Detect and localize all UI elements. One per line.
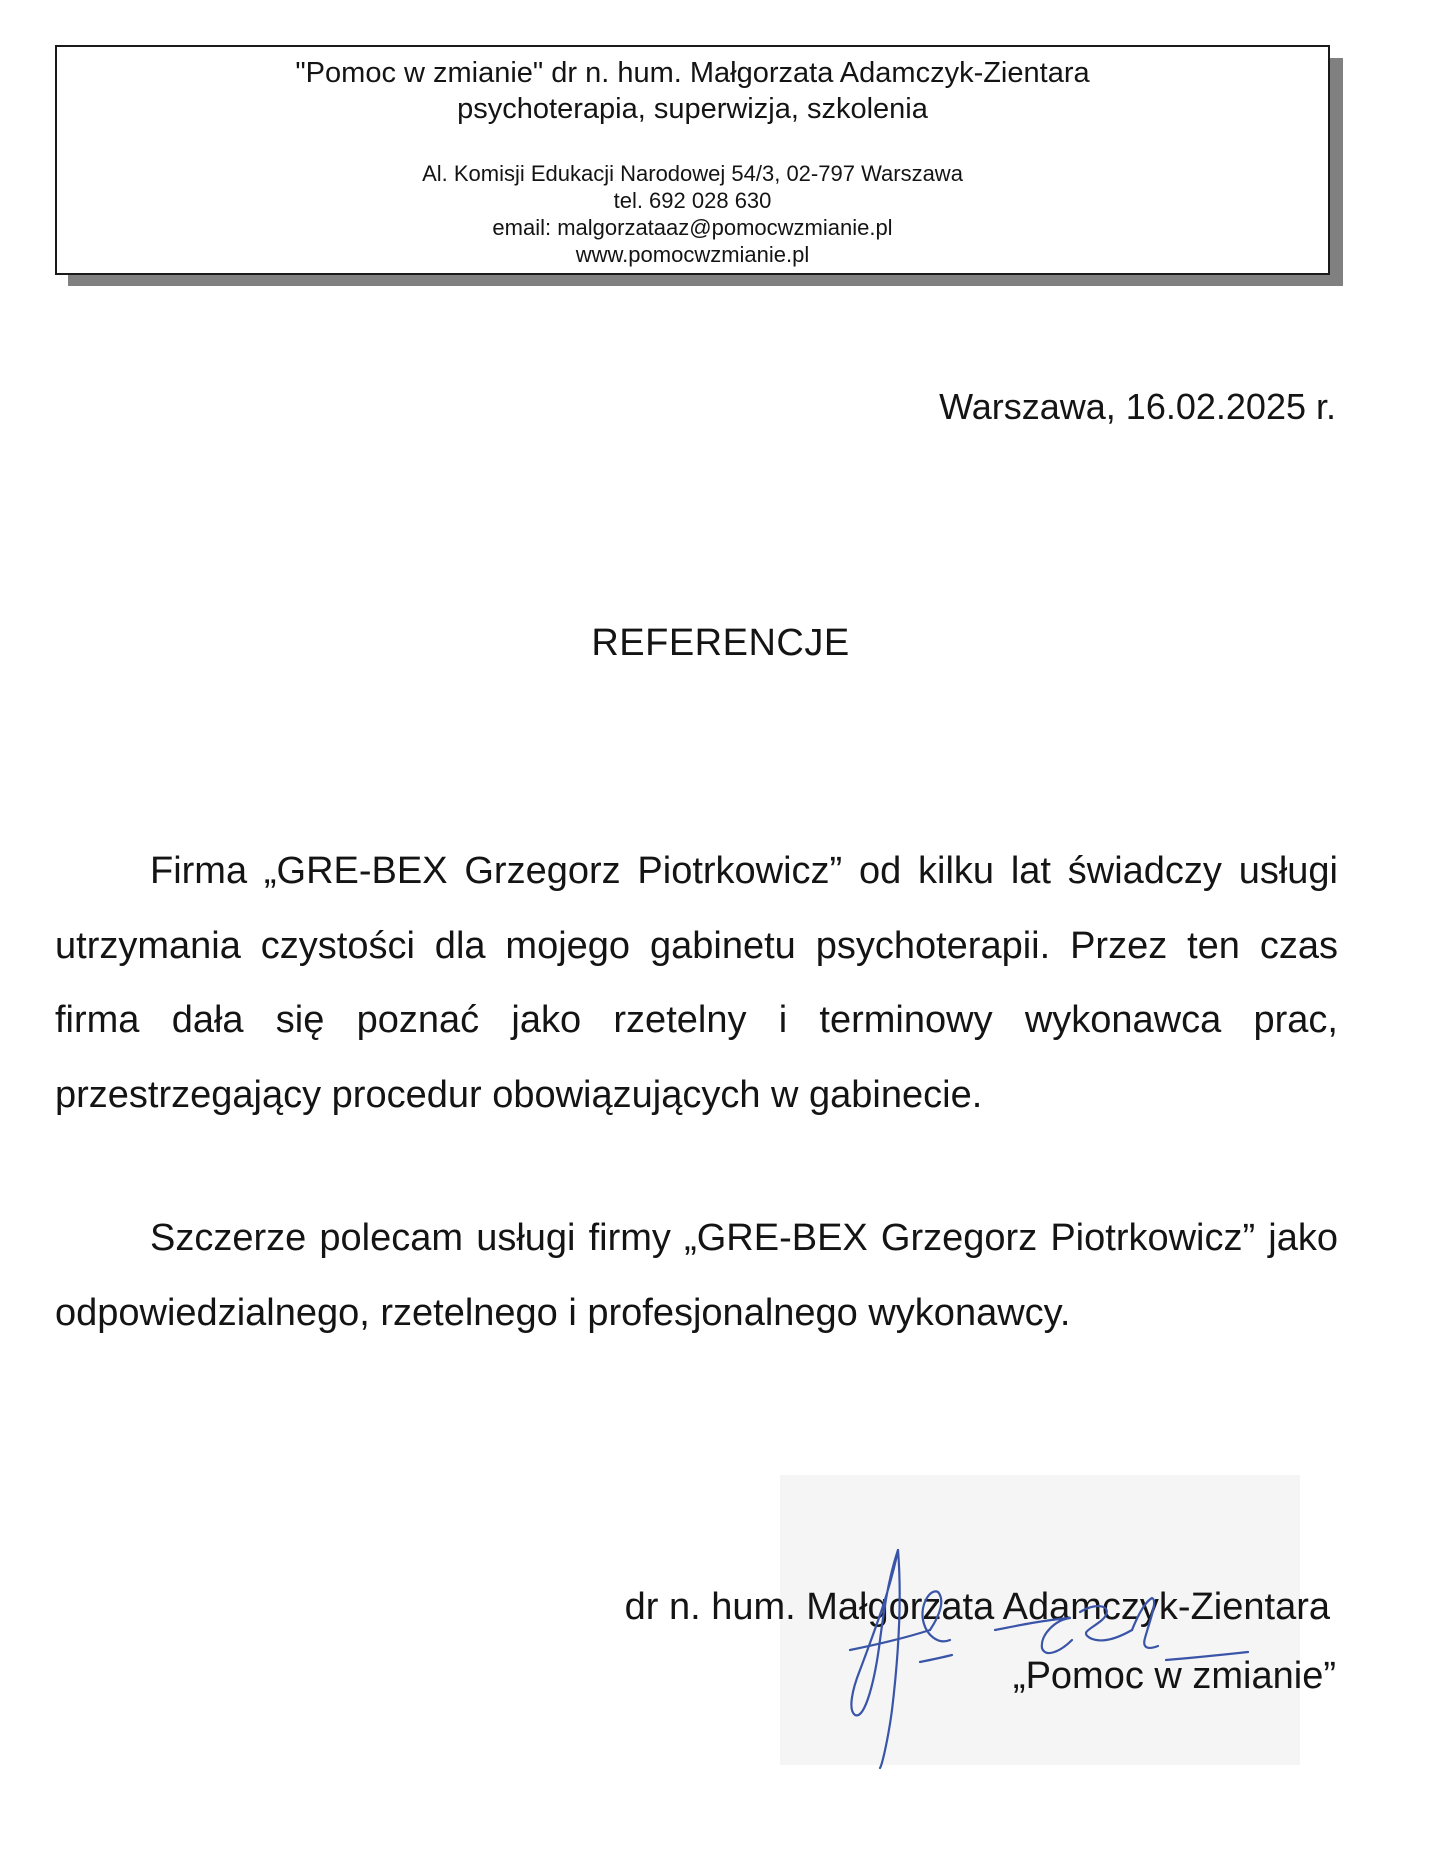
letterhead-phone: tel. 692 028 630 — [613, 188, 772, 213]
paragraph: Szczerze polecam usługi firmy „GRE-BEX Grzegorz Piotrkowicz” jako odpowiedzialnego, rzetelnego i profesjonalnego wykonawcy. — [55, 1217, 1338, 1334]
letterhead-address: Al. Komisji Edukacji Narodowej 54/3, 02-797 Warszawa — [422, 161, 963, 186]
letterhead-name: "Pomoc w zmianie" dr n. hum. Małgorzata Adamczyk-Zientara — [295, 57, 1090, 89]
letterhead-website: www.pomocwzmianie.pl — [575, 242, 810, 267]
letterhead-services: psychoterapia, superwizja, szkolenia — [457, 93, 928, 125]
letterhead-email: email: malgorzataaz@pomocwzmianie.pl — [492, 215, 893, 240]
date-line: Warszawa, 16.02.2025 r. — [939, 386, 1336, 427]
signatory-name: dr n. hum. Małgorzata Adamczyk-Zientara — [624, 1586, 1330, 1628]
signatory-organization: „Pomoc w zmianie” — [1012, 1655, 1336, 1697]
paragraph-2-container — [55, 1201, 1338, 1350]
document-title: REFERENCJE — [591, 622, 850, 664]
paragraph-1-container — [55, 834, 1338, 1132]
paragraph: Firma „GRE-BEX Grzegorz Piotrkowicz” od kilku lat świadczy usługi utrzymania czystości dla mojego gabinetu psychoterapii. Przez ten czas firma dała się poznać jako rzetelny i terminowy wykonawca prac, przestrzegający procedur obowiązujących w gabinecie. — [55, 850, 1338, 1116]
letterhead — [55, 45, 1330, 275]
handwritten-signature-icon — [780, 1520, 1340, 1770]
